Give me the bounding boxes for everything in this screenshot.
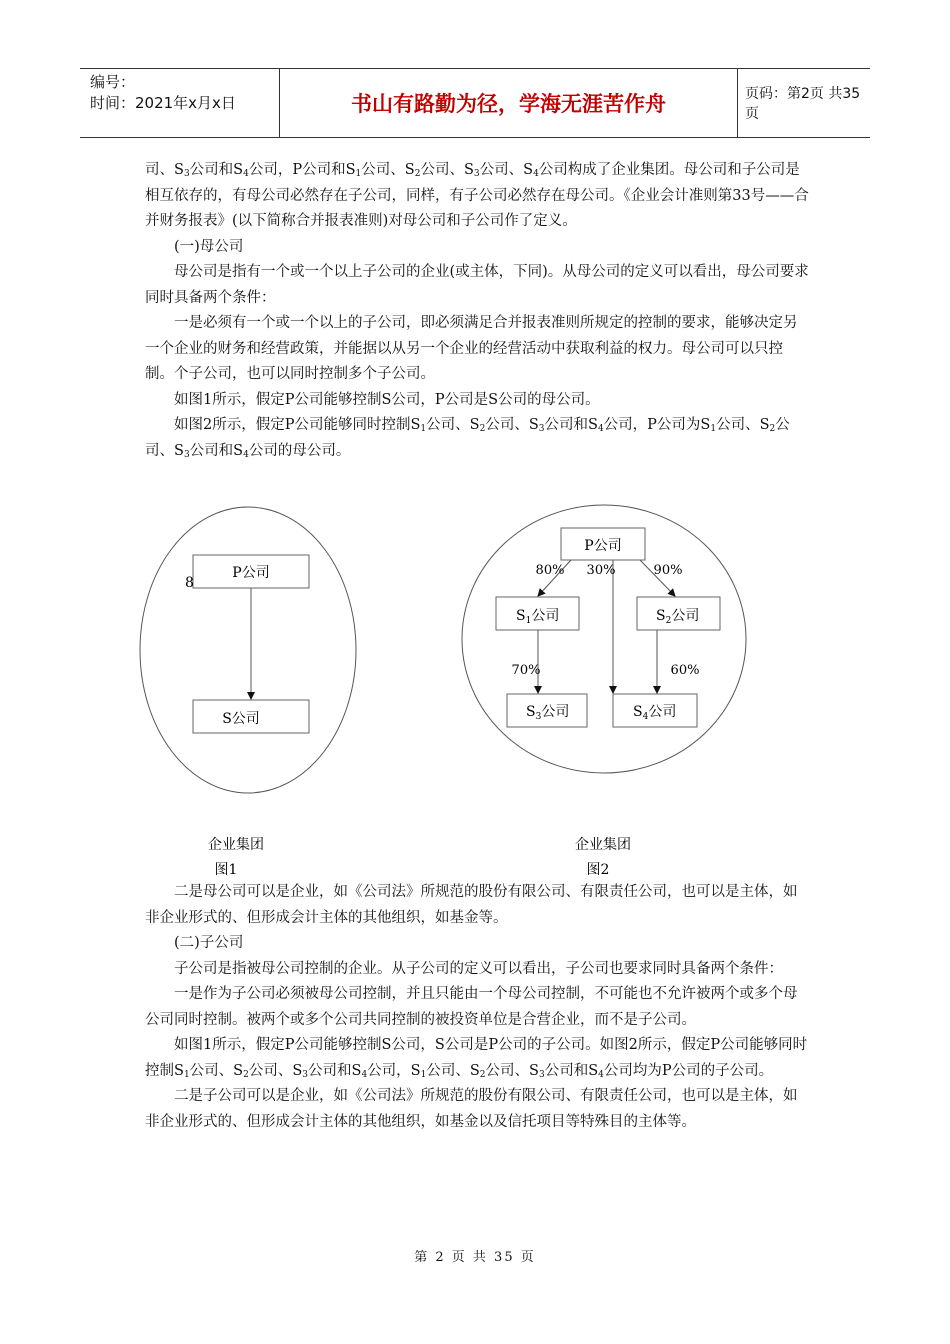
section2-paragraph: 一是作为子公司必须被母公司控制，并且只能由一个母公司控制，不可能也不允许被两个或多个母公司同时控制。被两个或多个公司共同控制的被投资单位是合营企业，而不是子公司。 [145,986,798,1028]
figure2-s3-label: $S_3$公司 [526,704,570,722]
date-label: 时间：2021年x月x日 [90,94,236,112]
page-header [80,68,870,138]
figure1-group-label: 企业集团 [208,837,264,853]
figure2-group-label: 企业集团 [575,837,631,853]
figure2-pct-p-s2: 90% [653,563,683,578]
figure2-s4-label: $S_4$公司 [633,704,677,722]
section1-paragraph: 如图2所示，假定P公司能够同时控制$S_1$公司、$S_2$公司、$S_3$公司和$S_4$公司，P公司为$S_1$公司、$S_2$公司、$S_3$公司和$S_4$公司的母公司。 [145,417,790,460]
figure2-caption: 图2 [586,862,610,878]
figure2-pct-p-s1: 80% [535,563,565,578]
page-footer: 第 2 页 共 35 页 [414,1250,536,1265]
figures [135,500,815,890]
section1-paragraph: 如图1所示，假定P公司能够控制S公司，P公司是S公司的母公司。 [174,391,600,408]
section1-paragraph: 母公司是指有一个或一个以上子公司的企业(或主体，下同)。从母公司的定义可以看出，母公司要求同时具备两个条件： [145,264,809,306]
section2-paragraph: 二是子公司可以是企业，如《公司法》所规范的股份有限公司、有限责任公司，也可以是主体，如非企业形式的、但形成会计主体的其他组织，如基金以及信托项目等特殊目的主体等。 [145,1088,798,1130]
figure2-pct-p-s4: 30% [586,563,616,578]
figure1-caption: 图1 [214,862,238,878]
header-meta [80,69,280,137]
section2-heading: (二)子公司 [174,935,244,951]
header-motto: 书山有路勤为径，学海无涯苦作舟 [280,69,738,137]
figure2-s1-label: $S_1$公司 [516,608,560,626]
section2-paragraph: 子公司是指被母公司控制的企业。从子公司的定义可以看出，子公司也要求同时具备两个条件： [174,960,783,977]
intro-paragraph: 司、$S_3$公司和$S_4$公司，P公司和$S_1$公司、$S_2$公司、$S_3$公司、$S_4$公司构成了企业集团。母公司和子公司是相互依存的，有母公司必然存在子公司，同样，有子公司必然存在母公司。《企业会计准则第33号——合并财务报表》(以下简称合并报表准则)对母公司和子公司作了定义。 [145,162,809,229]
section1-paragraph: 一是必须有一个或一个以上的子公司，即必须满足合并报表准则所规定的控制的要求，能够决定另一个企业的财务和经营政策，并能据以从另一个企业的经营活动中获取利益的权力。母公司可以只控制。个子公司，也可以同时控制多个子公司。 [145,315,798,382]
figure1-stray-mark: 8 [185,575,194,591]
figure2-parent-label: P公司 [584,538,622,554]
figure1-child-label: S公司 [222,711,260,727]
figure1-group-ellipse [140,507,356,793]
section2-paragraph: 如图1所示，假定P公司能够控制S公司，S公司是P公司的子公司。如图2所示，假定P公司能够同时控制$S_1$公司、$S_2$公司、$S_3$公司和$S_4$公司，$S_1$公司、$S_2$公司、$S_3$公司和$S_4$公司均为P公司的子公司。 [145,1037,808,1080]
body-bottom [145,880,810,1135]
body-top [145,158,810,464]
figure2-pct-s1-s3: 70% [511,663,541,678]
figure1-parent-label: P公司 [232,565,270,581]
section1-paragraph: 二是母公司可以是企业，如《公司法》所规范的股份有限公司、有限责任公司，也可以是主体，如非企业形式的、但形成会计主体的其他组织，如基金等。 [145,884,798,926]
section1-heading: (一)母公司 [174,238,244,255]
figure2-pct-s2-s4: 60% [670,663,700,678]
header-page-code: 页码：第2页 共35页 [745,86,861,122]
number-label: 编号： [90,73,136,91]
figure2-s2-label: $S_2$公司 [656,608,700,626]
